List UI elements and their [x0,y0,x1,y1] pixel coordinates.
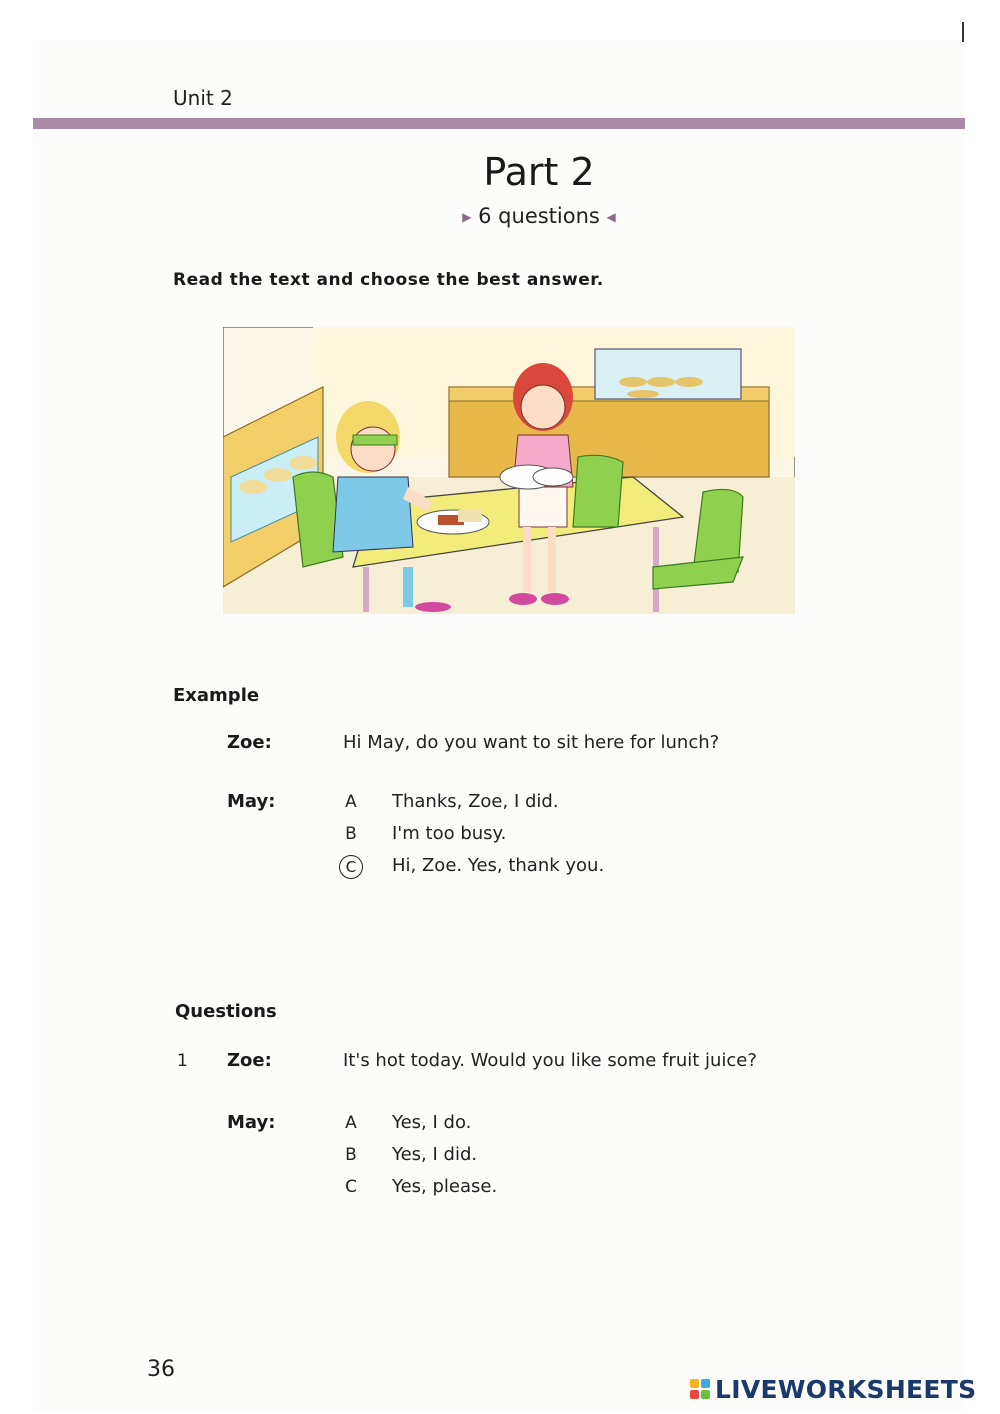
example-selected-option-letter: C [339,855,363,879]
example-prompt-speaker: Zoe: [227,732,272,753]
logo-text: LIVEWORKSHEETS [715,1374,977,1404]
example-option-letter: A [345,792,357,812]
page-number: 36 [147,1357,175,1382]
edge-mark [962,22,964,42]
example-option-text: Hi, Zoe. Yes, thank you. [392,855,605,876]
question-option-a[interactable]: A [345,1113,357,1133]
cafeteria-illustration [223,327,795,614]
triangle-left-icon: ◀ [606,210,616,224]
question-option-text[interactable]: Yes, I do. [392,1112,472,1133]
instruction: Read the text and choose the best answer. [173,270,604,290]
example-option-text: Thanks, Zoe, I did. [392,791,559,812]
liveworksheets-logo[interactable] [690,1374,976,1404]
question-option-c[interactable]: C [345,1177,357,1197]
unit-label: Unit 2 [173,86,233,110]
question-answer-speaker: May: [227,1112,276,1133]
example-prompt: Hi May, do you want to sit here for lunch? [343,732,720,753]
question-option-text[interactable]: Yes, I did. [392,1144,478,1165]
logo-grid-icon [690,1379,710,1399]
question-number: 1 [177,1051,188,1071]
example-heading: Example [173,685,260,706]
header-band [33,118,965,129]
example-option-letter: B [345,824,357,844]
page-subtitle [0,204,1000,228]
question-prompt: It's hot today. Would you like some fruit juice? [343,1050,757,1071]
page-sheet [33,40,965,1410]
page-title: Part 2 [483,150,595,194]
example-answer-speaker: May: [227,791,276,812]
triangle-right-icon: ▶ [462,210,472,224]
subtitle-text: 6 questions [478,204,600,228]
question-option-b[interactable]: B [345,1145,357,1165]
questions-heading: Questions [175,1001,277,1022]
example-option-text: I'm too busy. [392,823,507,844]
question-option-text[interactable]: Yes, please. [392,1176,498,1197]
question-prompt-speaker: Zoe: [227,1050,272,1071]
